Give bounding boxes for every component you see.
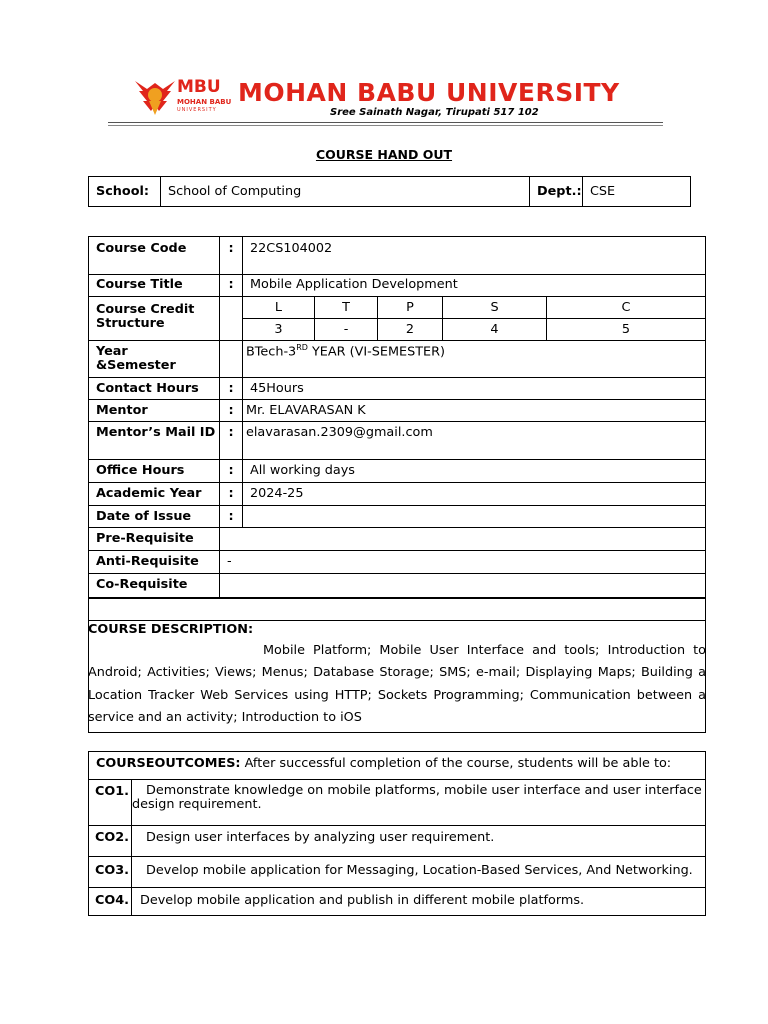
credit-spacer	[220, 297, 243, 341]
mentor-label: Mentor	[89, 400, 220, 422]
co-requisite-value	[220, 574, 706, 598]
course-outcomes-table	[88, 751, 706, 916]
contact-hours-label: Contact Hours	[89, 378, 220, 400]
colon: :	[220, 378, 243, 400]
year-value-post: YEAR (VI-SEMESTER)	[307, 344, 445, 360]
course-description-heading: COURSE DESCRIPTION:	[88, 622, 254, 637]
credit-header-p: P	[378, 297, 443, 319]
pre-requisite-label: Pre-Requisite	[89, 528, 220, 551]
description-top-border	[88, 598, 706, 599]
university-logo	[133, 75, 233, 120]
school-value: School of Computing	[161, 177, 530, 207]
mentor-mail-label: Mentor’s Mail ID	[89, 422, 220, 460]
description-inner-border	[88, 620, 706, 621]
credit-header-c: C	[547, 297, 706, 319]
outcome-id: CO2.	[89, 826, 132, 857]
office-hours-label: Office Hours	[89, 460, 220, 483]
credit-header-s: S	[443, 297, 547, 319]
colon: :	[220, 460, 243, 483]
credit-structure-label: Course Credit Structure	[89, 297, 220, 341]
course-title-value: Mobile Application Development	[243, 275, 706, 297]
outcome-text: Develop mobile application and publish in different mobile platforms.	[132, 888, 706, 916]
mentor-mail-value: elavarasan.2309@gmail.com	[243, 422, 706, 460]
university-name: MOHAN BABU UNIVERSITY	[238, 78, 620, 107]
date-of-issue-label: Date of Issue	[89, 506, 220, 528]
colon: :	[220, 422, 243, 460]
university-address: Sree Sainath Nagar, Tirupati 517 102	[330, 107, 539, 118]
dept-value: CSE	[583, 177, 691, 207]
course-title-label: Course Title	[89, 275, 220, 297]
page-title: COURSE HAND OUT	[315, 147, 453, 162]
course-details-table	[88, 236, 706, 598]
header-rule-thin	[108, 125, 663, 126]
office-hours-value: All working days	[243, 460, 706, 483]
anti-requisite-label: Anti-Requisite	[89, 551, 220, 574]
outcome-id: CO1.	[89, 780, 132, 826]
logo-subtext2: UNIVERSITY	[177, 107, 217, 113]
course-code-value: 22CS104002	[243, 237, 706, 275]
date-of-issue-value	[243, 506, 706, 528]
outcome-text: Develop mobile application for Messaging, Location-Based Services, And Networking.	[132, 857, 706, 888]
year-label: Year	[96, 344, 128, 359]
logo-subtext: MOHAN BABU	[177, 98, 232, 106]
outcome-text: Design user interfaces by analyzing user requirement.	[132, 826, 706, 857]
outcome-text: Demonstrate knowledge on mobile platforms, mobile user interface and user interface design requirement.	[132, 780, 706, 826]
outcome-id: CO4.	[89, 888, 132, 916]
co-requisite-label: Co-Requisite	[89, 574, 220, 598]
year-value-pre: BTech-3	[246, 344, 297, 360]
course-description-text: Mobile Platform; Mobile User Interface and tools; Introduction to Android; Activities; Views; Menus; Database Storage; SMS; e-mail; Displaying Maps; Building a Location Tracker Web Services using HTTP; Sockets Programming; Communication between a service and an activity; Introduction to iOS	[88, 643, 706, 725]
course-description	[88, 622, 706, 729]
credit-value-t: -	[315, 319, 378, 341]
credit-value-l: 3	[243, 319, 315, 341]
course-code-label: Course Code	[89, 237, 220, 275]
dept-label: Dept.:	[530, 177, 583, 207]
colon: :	[220, 483, 243, 506]
school-table	[88, 176, 691, 207]
credit-header-l: L	[243, 297, 315, 319]
header-rule	[108, 122, 663, 123]
outcomes-intro-row	[89, 752, 706, 780]
description-bottom-border	[88, 732, 706, 733]
contact-hours-value: 45Hours	[243, 378, 706, 400]
credit-header-t: T	[315, 297, 378, 319]
academic-year-value: 2024-25	[243, 483, 706, 506]
colon: :	[220, 400, 243, 422]
credit-value-s: 4	[443, 319, 547, 341]
academic-year-label: Academic Year	[89, 483, 220, 506]
logo-text: MBU	[177, 77, 221, 97]
school-label: School:	[89, 177, 161, 207]
year-semester-value	[243, 341, 706, 378]
year-spacer	[220, 341, 243, 378]
credit-value-p: 2	[378, 319, 443, 341]
colon: :	[220, 237, 243, 275]
anti-requisite-value: -	[220, 551, 706, 574]
outcomes-intro: After successful completion of the course, students will be able to:	[240, 756, 672, 771]
outcomes-heading: COURSEOUTCOMES:	[96, 756, 241, 771]
colon: :	[220, 275, 243, 297]
pre-requisite-value	[220, 528, 706, 551]
year-value-sup: RD	[296, 343, 308, 352]
colon: :	[220, 506, 243, 528]
outcome-id: CO3.	[89, 857, 132, 888]
credit-value-c: 5	[547, 319, 706, 341]
semester-label: &Semester	[96, 358, 176, 373]
mentor-value: Mr. ELAVARASAN K	[243, 400, 706, 422]
year-semester-label	[89, 341, 220, 378]
